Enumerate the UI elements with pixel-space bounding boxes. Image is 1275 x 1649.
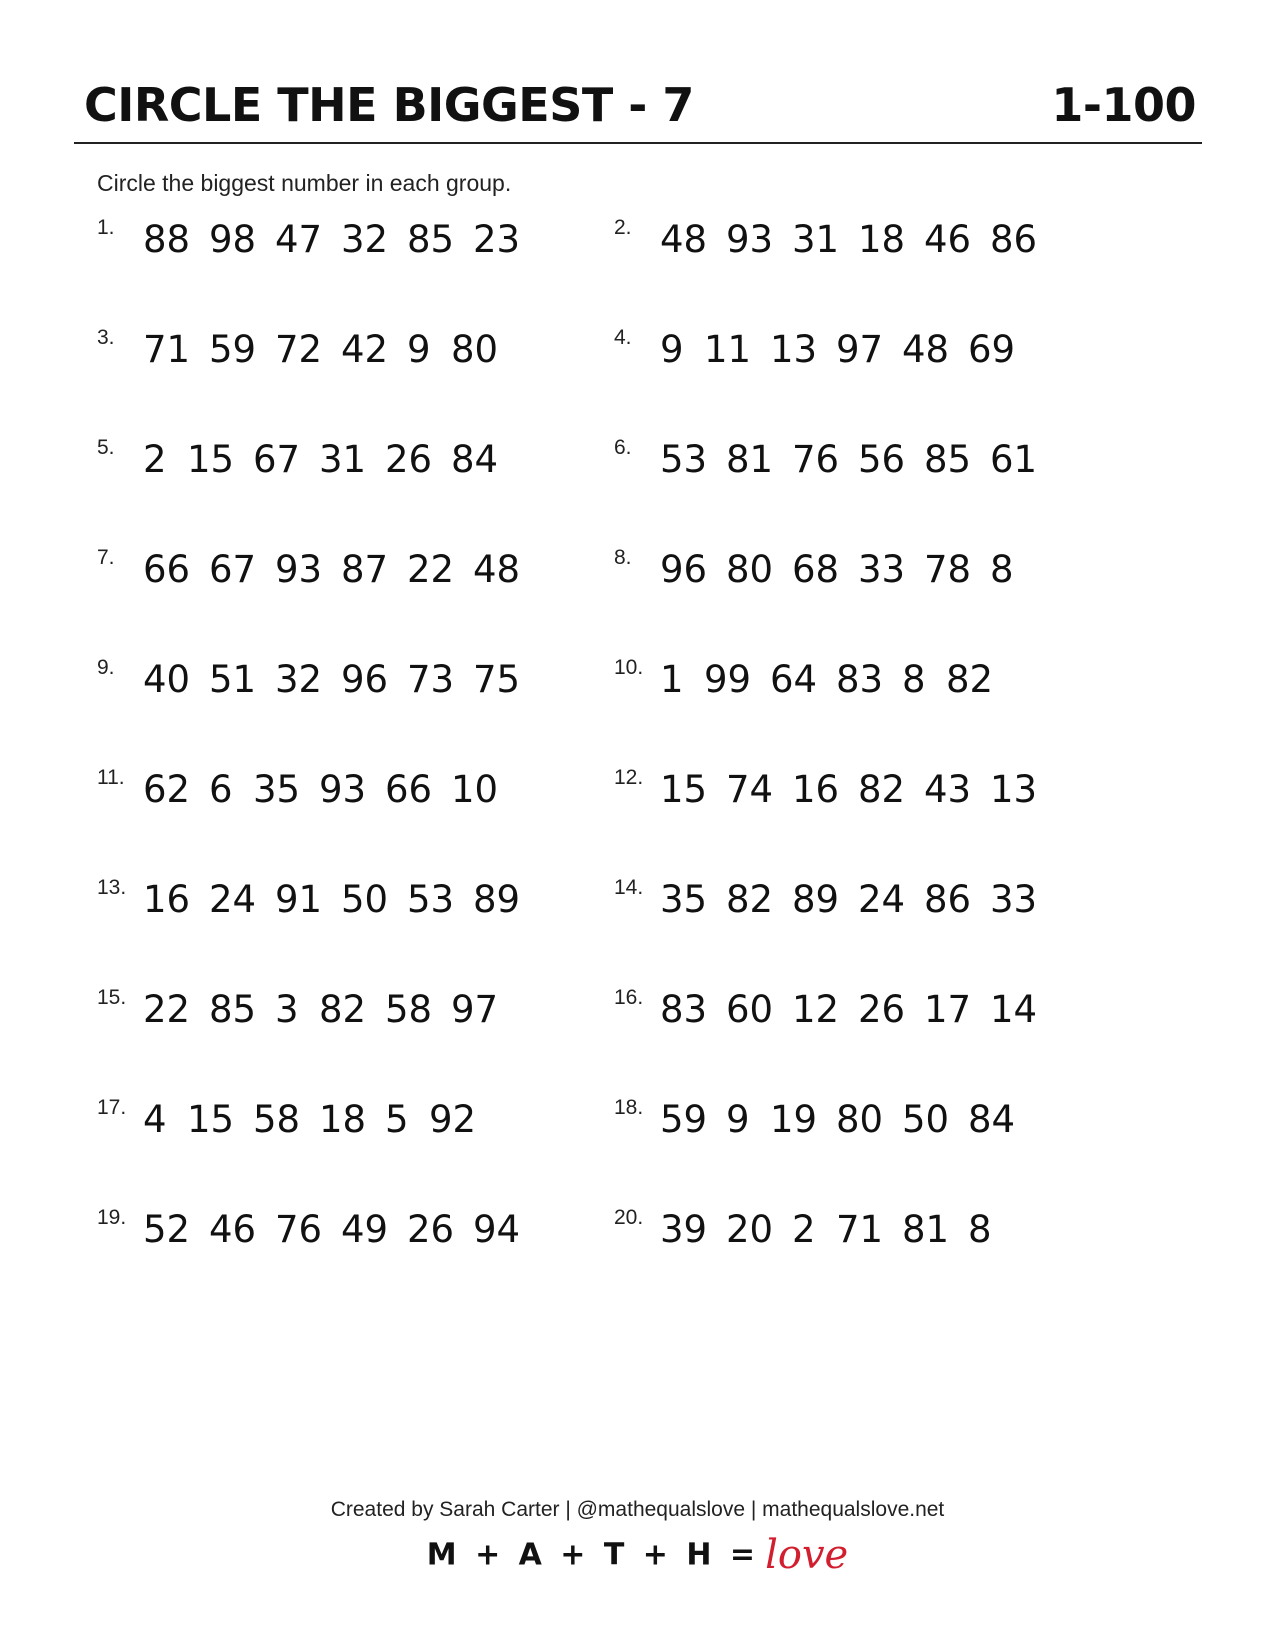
choice-number[interactable]: 1: [660, 658, 684, 701]
worksheet-header: [74, 74, 1202, 144]
choice-number[interactable]: 23: [473, 218, 521, 261]
problem-number: 18.: [614, 1096, 644, 1119]
problem-4: [614, 322, 1114, 382]
choice-number[interactable]: 71: [143, 328, 191, 371]
choice-number[interactable]: 20: [726, 1208, 774, 1251]
choice-number[interactable]: 60: [726, 988, 774, 1031]
choice-number[interactable]: 61: [990, 438, 1038, 481]
choice-number[interactable]: 92: [429, 1098, 477, 1141]
choice-number[interactable]: 13: [770, 328, 818, 371]
choice-number[interactable]: 86: [990, 218, 1038, 261]
choice-number[interactable]: 58: [385, 988, 433, 1031]
choice-number[interactable]: 76: [792, 438, 840, 481]
choice-number[interactable]: 82: [946, 658, 994, 701]
brand-love: love: [765, 1532, 849, 1578]
choice-number[interactable]: 10: [451, 768, 499, 811]
choice-number[interactable]: 98: [209, 218, 257, 261]
problem-14: [614, 872, 1114, 932]
worksheet-title: CIRCLE THE BIGGEST - 7: [84, 78, 694, 132]
brand-logo: [0, 1532, 1275, 1582]
instructions: Circle the biggest number in each group.: [97, 170, 512, 196]
choice-number[interactable]: 2: [792, 1208, 816, 1251]
choice-number[interactable]: 66: [385, 768, 433, 811]
problem-number: 8.: [614, 546, 632, 569]
problem-13: [97, 872, 597, 932]
choice-number[interactable]: 42: [341, 328, 389, 371]
choice-number[interactable]: 9: [660, 328, 684, 371]
problem-number: 19.: [97, 1206, 127, 1229]
choice-number[interactable]: 87: [341, 548, 389, 591]
problem-number: 20.: [614, 1206, 644, 1229]
choice-number[interactable]: 97: [836, 328, 884, 371]
problem-number: 15.: [97, 986, 127, 1009]
choice-number[interactable]: 48: [473, 548, 521, 591]
choice-number[interactable]: 58: [253, 1098, 301, 1141]
choice-number[interactable]: 12: [792, 988, 840, 1031]
choice-number[interactable]: 80: [451, 328, 499, 371]
choice-number[interactable]: 67: [253, 438, 301, 481]
choice-number[interactable]: 93: [275, 548, 323, 591]
choice-number[interactable]: 8: [902, 658, 926, 701]
choice-number[interactable]: 33: [990, 878, 1038, 921]
choice-number[interactable]: 19: [770, 1098, 818, 1141]
choice-number[interactable]: 83: [660, 988, 708, 1031]
choice-number[interactable]: 75: [473, 658, 521, 701]
problem-10: [614, 652, 1114, 712]
choice-number[interactable]: 5: [385, 1098, 409, 1141]
choice-number[interactable]: 93: [726, 218, 774, 261]
choice-number[interactable]: 48: [660, 218, 708, 261]
problem-number: 3.: [97, 326, 115, 349]
problem-number: 10.: [614, 656, 644, 679]
choice-number[interactable]: 89: [473, 878, 521, 921]
choice-number[interactable]: 26: [385, 438, 433, 481]
problem-16: [614, 982, 1114, 1042]
choice-number[interactable]: 82: [858, 768, 906, 811]
choice-number[interactable]: 15: [660, 768, 708, 811]
problem-number: 1.: [97, 216, 115, 239]
choice-number[interactable]: 32: [341, 218, 389, 261]
choice-number[interactable]: 96: [660, 548, 708, 591]
choice-number[interactable]: 52: [143, 1208, 191, 1251]
choice-number[interactable]: 6: [209, 768, 233, 811]
choice-number[interactable]: 84: [451, 438, 499, 481]
problem-number: 12.: [614, 766, 644, 789]
brand-text: M + A + T + H =: [426, 1537, 760, 1573]
problem-number: 16.: [614, 986, 644, 1009]
choice-number[interactable]: 46: [209, 1208, 257, 1251]
choice-number[interactable]: 50: [902, 1098, 950, 1141]
choice-number[interactable]: 22: [407, 548, 455, 591]
choice-number[interactable]: 96: [341, 658, 389, 701]
choice-number[interactable]: 18: [319, 1098, 367, 1141]
choice-number[interactable]: 83: [836, 658, 884, 701]
problem-11: [97, 762, 597, 822]
choice-number[interactable]: 93: [319, 768, 367, 811]
choice-number[interactable]: 51: [209, 658, 257, 701]
problem-5: [97, 432, 597, 492]
problem-number: 9.: [97, 656, 115, 679]
choice-number[interactable]: 53: [407, 878, 455, 921]
problem-number: 2.: [614, 216, 632, 239]
choice-number[interactable]: 46: [924, 218, 972, 261]
choice-number[interactable]: 91: [275, 878, 323, 921]
choice-number[interactable]: 2: [143, 438, 167, 481]
problem-number: 11.: [97, 766, 125, 789]
problem-1: [97, 212, 597, 272]
choice-number[interactable]: 85: [209, 988, 257, 1031]
problem-number: 14.: [614, 876, 644, 899]
problem-2: [614, 212, 1114, 272]
choice-number[interactable]: 15: [187, 1098, 235, 1141]
choice-number[interactable]: 4: [143, 1098, 167, 1141]
choice-number[interactable]: 24: [858, 878, 906, 921]
choice-number[interactable]: 68: [792, 548, 840, 591]
choice-number[interactable]: 16: [143, 878, 191, 921]
problem-8: [614, 542, 1114, 602]
choice-number[interactable]: 66: [143, 548, 191, 591]
problem-number: 17.: [97, 1096, 127, 1119]
problem-15: [97, 982, 597, 1042]
choice-number[interactable]: 86: [924, 878, 972, 921]
choice-number[interactable]: 64: [770, 658, 818, 701]
choice-number[interactable]: 3: [275, 988, 299, 1031]
problem-7: [97, 542, 597, 602]
choice-number[interactable]: 50: [341, 878, 389, 921]
choice-number[interactable]: 73: [407, 658, 455, 701]
choice-number[interactable]: 35: [253, 768, 301, 811]
choice-number[interactable]: 26: [858, 988, 906, 1031]
choice-number[interactable]: 15: [187, 438, 235, 481]
problem-12: [614, 762, 1114, 822]
choice-number[interactable]: 72: [275, 328, 323, 371]
choice-number[interactable]: 22: [143, 988, 191, 1031]
problem-3: [97, 322, 597, 382]
choice-number[interactable]: 35: [660, 878, 708, 921]
choice-number[interactable]: 80: [726, 548, 774, 591]
choice-number[interactable]: 56: [858, 438, 906, 481]
choice-number[interactable]: 8: [968, 1208, 992, 1251]
choice-number[interactable]: 85: [407, 218, 455, 261]
choice-number[interactable]: 49: [341, 1208, 389, 1251]
choice-number[interactable]: 59: [660, 1098, 708, 1141]
problem-9: [97, 652, 597, 712]
choice-number[interactable]: 48: [902, 328, 950, 371]
problem-number: 6.: [614, 436, 632, 459]
choice-number[interactable]: 94: [473, 1208, 521, 1251]
choice-number[interactable]: 67: [209, 548, 257, 591]
choice-number[interactable]: 31: [319, 438, 367, 481]
choice-number[interactable]: 99: [704, 658, 752, 701]
choice-number[interactable]: 88: [143, 218, 191, 261]
problem-18: [614, 1092, 1114, 1152]
choice-number[interactable]: 14: [990, 988, 1038, 1031]
problem-number: 4.: [614, 326, 632, 349]
choice-number[interactable]: 97: [451, 988, 499, 1031]
choice-number[interactable]: 8: [990, 548, 1014, 591]
problem-number: 13.: [97, 876, 127, 899]
problem-20: [614, 1202, 1114, 1262]
choice-number[interactable]: 78: [924, 548, 972, 591]
problem-number: 5.: [97, 436, 115, 459]
choice-number[interactable]: 71: [836, 1208, 884, 1251]
problem-6: [614, 432, 1114, 492]
choice-number[interactable]: 82: [319, 988, 367, 1031]
number-range: 1-100: [1051, 78, 1196, 132]
choice-number[interactable]: 16: [792, 768, 840, 811]
choice-number[interactable]: 18: [858, 218, 906, 261]
choice-number[interactable]: 24: [209, 878, 257, 921]
problem-number: 7.: [97, 546, 115, 569]
choice-number[interactable]: 69: [968, 328, 1016, 371]
choice-number[interactable]: 11: [704, 328, 752, 371]
choice-number[interactable]: 74: [726, 768, 774, 811]
choice-number[interactable]: 89: [792, 878, 840, 921]
choice-number[interactable]: 82: [726, 878, 774, 921]
choice-number[interactable]: 76: [275, 1208, 323, 1251]
choice-number[interactable]: 84: [968, 1098, 1016, 1141]
choice-number[interactable]: 47: [275, 218, 323, 261]
choice-number[interactable]: 32: [275, 658, 323, 701]
choice-number[interactable]: 31: [792, 218, 840, 261]
choice-number[interactable]: 80: [836, 1098, 884, 1141]
choice-number[interactable]: 33: [858, 548, 906, 591]
choice-number[interactable]: 85: [924, 438, 972, 481]
choice-number[interactable]: 81: [902, 1208, 950, 1251]
choice-number[interactable]: 62: [143, 768, 191, 811]
choice-number[interactable]: 39: [660, 1208, 708, 1251]
choice-number[interactable]: 13: [990, 768, 1038, 811]
problem-17: [97, 1092, 597, 1152]
choice-number[interactable]: 26: [407, 1208, 455, 1251]
choice-number[interactable]: 59: [209, 328, 257, 371]
footer-credit: Created by Sarah Carter | @mathequalslove | mathequalslove.net: [330, 1498, 945, 1521]
choice-number[interactable]: 40: [143, 658, 191, 701]
problem-19: [97, 1202, 597, 1262]
choice-number[interactable]: 17: [924, 988, 972, 1031]
choice-number[interactable]: 81: [726, 438, 774, 481]
choice-number[interactable]: 9: [407, 328, 431, 371]
choice-number[interactable]: 53: [660, 438, 708, 481]
choice-number[interactable]: 43: [924, 768, 972, 811]
choice-number[interactable]: 9: [726, 1098, 750, 1141]
